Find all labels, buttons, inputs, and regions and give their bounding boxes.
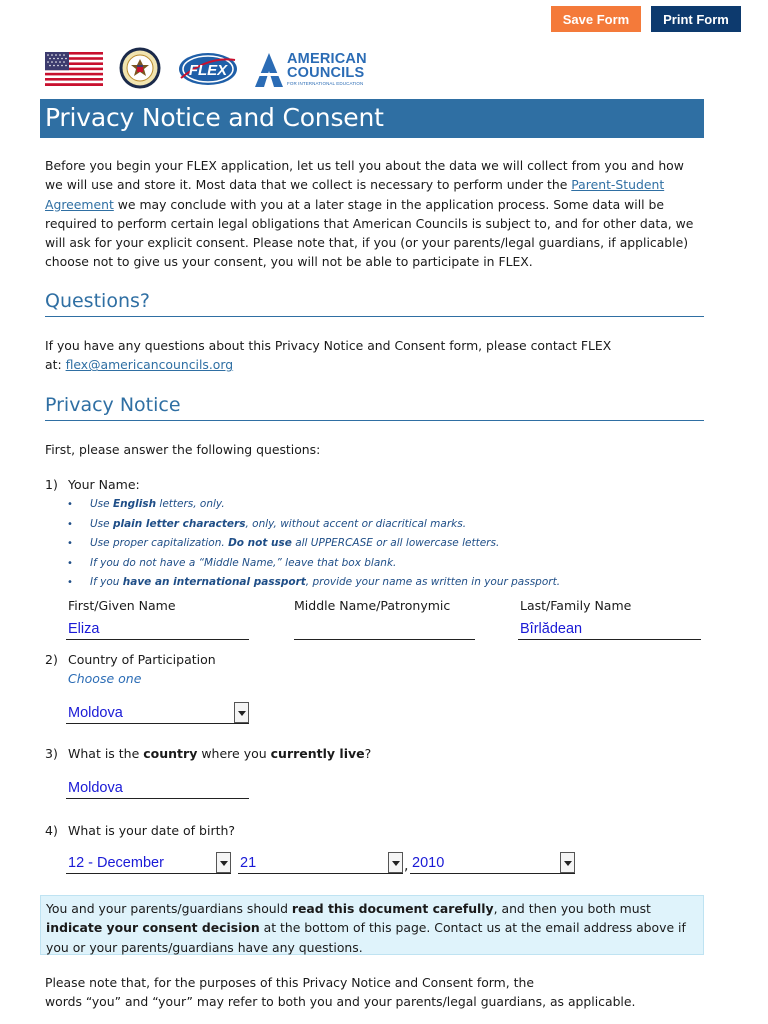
page-title: Privacy Notice and Consent <box>45 103 384 132</box>
middle-name-label: Middle Name/Patronymic <box>294 598 451 613</box>
american-councils-logo <box>253 51 373 89</box>
privacy-notice-heading: Privacy Notice <box>45 394 704 421</box>
flex-logo-text: FLEX <box>188 62 228 79</box>
intro-text-2: we may conclude with you at a later stage in the application process. Some data will be required to perform certain legal obligations that American Councils is subject to, and for other data, we will ask for your explicit consent. Please note that, if you (or your parents/legal guardians, if applicable) choose not to give us your consent, you will not be able to participate in FLEX. <box>45 196 694 270</box>
question-1-number: 1) <box>45 477 58 492</box>
date-separator: , <box>404 858 409 874</box>
name-instructions-list <box>67 495 560 593</box>
birth-year-value: 2010 <box>412 855 445 871</box>
name-instruction-item: • Use proper capitalization. Do not use all UPPERCASE or all lowercase letters. <box>67 534 560 554</box>
american-councils-text-line2: COUNCILS <box>287 65 365 81</box>
question-1-label: Your Name: <box>68 477 140 492</box>
questions-heading: Questions? <box>45 290 704 317</box>
flex-logo <box>177 50 239 88</box>
country-of-participation-value: Moldova <box>68 705 123 721</box>
birth-month-select[interactable] <box>66 852 231 874</box>
country-of-participation-select[interactable] <box>66 702 249 724</box>
print-form-button[interactable]: Print Form <box>651 6 741 32</box>
chevron-down-icon[interactable] <box>560 852 575 873</box>
american-councils-tagline: FOR INTERNATIONAL EDUCATION <box>287 81 364 86</box>
first-name-input[interactable]: Eliza <box>66 618 249 640</box>
choose-one-hint: Choose one <box>68 671 142 686</box>
name-instruction-item: • If you have an international passport, provide your name as written in your passport. <box>67 573 560 593</box>
us-flag-logo <box>45 52 103 86</box>
question-3-number: 3) <box>45 746 58 761</box>
question-3-label: What is the country where you currently live? <box>68 746 372 761</box>
last-name-input[interactable]: Bîrlădean <box>518 618 701 640</box>
questions-text-at: at: <box>45 357 66 373</box>
page-title-bar <box>40 99 704 138</box>
name-instruction-item: • If you do not have a “Middle Name,” leave that box blank. <box>67 554 560 574</box>
chevron-down-icon[interactable] <box>216 852 231 873</box>
american-councils-mark-icon <box>253 51 285 89</box>
first-name-label: First/Given Name <box>68 598 176 613</box>
questions-paragraph <box>45 336 705 375</box>
definitions-note <box>45 973 705 1012</box>
question-2-label: Country of Participation <box>68 652 216 667</box>
middle-name-input[interactable] <box>294 618 475 640</box>
intro-text-1: Before you begin your FLEX application, let us tell you about the data we will collect from you and how we will use and store it. Most data that we collect is necessary to perform under the <box>45 158 684 193</box>
birth-month-value: 12 - December <box>68 855 164 871</box>
question-4-number: 4) <box>45 823 58 838</box>
parent-student-agreement-link[interactable]: Parent-Student Agreement <box>45 177 665 212</box>
privacy-notice-intro: First, please answer the following questions: <box>45 442 321 457</box>
birth-day-value: 21 <box>240 855 257 871</box>
birth-year-select[interactable] <box>410 852 575 874</box>
question-2-number: 2) <box>45 652 58 667</box>
questions-text: If you have any questions about this Privacy Notice and Consent form, please contact FLEX <box>45 338 612 353</box>
chevron-down-icon[interactable] <box>388 852 403 873</box>
chevron-down-icon[interactable] <box>234 702 249 723</box>
current-country-input[interactable]: Moldova <box>66 777 249 799</box>
consent-notice-box: You and your parents/guardians should read this document carefully, and then you both must indicate your consent decision at the bottom of this page. Contact us at the email address above if you or your parents/guardians have any questions. <box>40 895 704 955</box>
name-instruction-item: • Use English letters, only. <box>67 495 560 515</box>
birth-day-select[interactable] <box>238 852 403 874</box>
definitions-note-line2: words “you” and “your” may refer to both you and your parents/legal guardians, as applicable. <box>45 994 636 1010</box>
flex-email-link[interactable]: flex@americancouncils.org <box>65 357 234 373</box>
american-councils-text-line1: AMERICAN <box>287 51 367 67</box>
intro-paragraph <box>45 156 705 272</box>
last-name-label: Last/Family Name <box>520 598 632 613</box>
name-instruction-item: • Use plain letter characters, only, without accent or diacritical marks. <box>67 515 560 535</box>
definitions-note-line1: Please note that, for the purposes of this Privacy Notice and Consent form, the <box>45 975 534 990</box>
question-4-label: What is your date of birth? <box>68 823 236 838</box>
save-form-button[interactable]: Save Form <box>551 6 641 32</box>
state-department-seal-logo <box>119 47 161 89</box>
